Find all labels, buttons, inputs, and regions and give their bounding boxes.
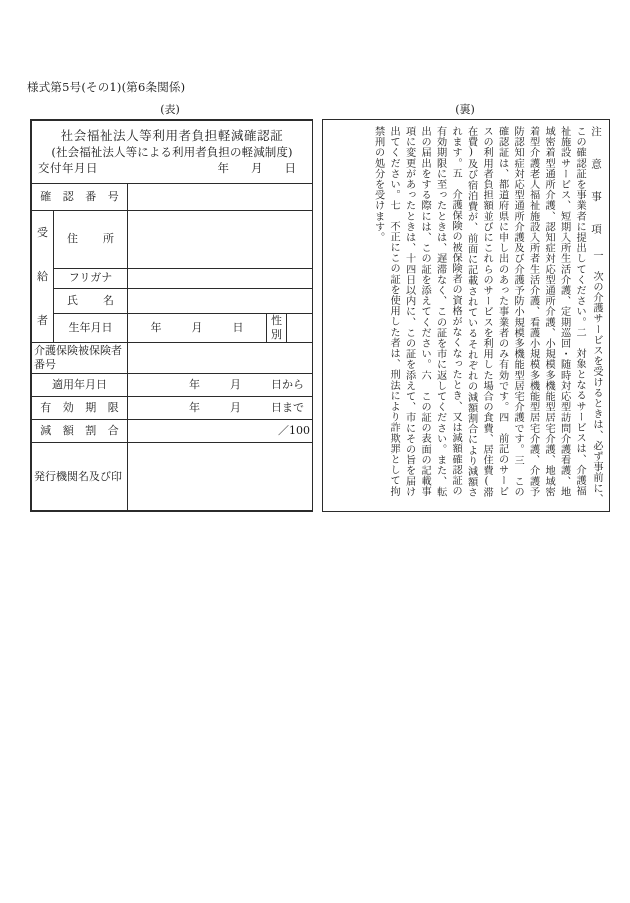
certificate-title-block: [32, 121, 313, 184]
note-text: 前記のサービスの利用者負担額並びにこれらのサービスを利用した場合の食費、居住費(滞在費)及び宿泊費が、前面に記載されているそれぞれの減額割合により減額されます。: [450, 126, 508, 498]
apply-date-label: 適用年月日: [32, 374, 128, 397]
issue-month-marker: 月: [251, 160, 263, 175]
apply-day-from-marker: 日から: [271, 378, 305, 392]
note-marker: 六: [419, 369, 431, 381]
notes-heading: 注 意 事 項: [590, 126, 602, 239]
insurance-number-value[interactable]: [128, 343, 313, 374]
back-side-notes: [322, 119, 610, 512]
recipient-char-2: 給: [37, 270, 48, 284]
issuer-value[interactable]: [128, 443, 313, 511]
apply-year-marker: 年: [189, 378, 201, 392]
note-text: 介護保険の被保険者の資格がなくなったとき、又は減額確認証の有効期限に至ったときは、遅滞なく、この証を市に返してください。また、転出の届出をする際には、この証を添えてください。: [419, 126, 462, 497]
note-marker: 三: [512, 454, 524, 465]
address-value[interactable]: [128, 211, 313, 269]
certificate-title: 社会福祉法人等利用者負担軽減確認証: [60, 127, 284, 143]
note-marker: 一: [591, 250, 602, 261]
front-side-form: [30, 119, 313, 512]
notes-vertical-text: [328, 126, 604, 505]
recipient-char-3: 者: [37, 313, 48, 327]
insurance-number-label: 介護保険被保険者番号: [32, 343, 128, 374]
note-text: 不正にこの証を使用した者は、刑法により詐欺罪として拘禁刑の処分を受けます。: [372, 126, 400, 497]
apply-month-marker: 月: [230, 378, 242, 392]
issue-date-fields: [218, 161, 307, 176]
certificate-table: [31, 120, 313, 511]
name-label: 氏 名: [54, 289, 128, 314]
confirm-number-label: 確 認 番 号: [32, 184, 128, 211]
note-text: この確認証は、都道府県に申し出のあった事業者のみ有効です。: [496, 126, 524, 497]
gender-value[interactable]: [287, 314, 313, 343]
birth-month-marker: 月: [191, 321, 203, 335]
address-label: 住 所: [54, 211, 128, 269]
front-side-label: (表): [160, 103, 180, 116]
birth-date-fields: [130, 321, 264, 335]
birth-date-label: 生年月日: [54, 314, 128, 343]
recipient-char-1: 受: [37, 226, 48, 240]
note-marker: 二: [574, 327, 586, 338]
birth-year-marker: 年: [150, 321, 162, 335]
recipient-vertical-label: [32, 211, 54, 343]
valid-period-value[interactable]: [128, 397, 313, 420]
name-value[interactable]: [128, 289, 313, 314]
note-marker: 七: [388, 200, 400, 211]
confirm-number-value[interactable]: [128, 184, 313, 211]
valid-period-fields: [130, 401, 310, 415]
note-marker: 四: [496, 412, 508, 423]
gender-label: 性別: [267, 314, 287, 343]
reduction-ratio-value[interactable]: ／100: [128, 420, 313, 443]
back-side-label: (裏): [455, 103, 475, 116]
note-text: 対象となるサービスは、介護福祉施設サービス、短期入所生活介護、定期巡回・随時対応型訪問介護看護、地域密着型通所介護、認知症対応型通所介護、小規模多機能型居宅介護、地域密着型介護老人福祉施設入所者生活介護、看護小規模多機能型居宅介護、介護予防認知症対応型通所介護及び介護予防小規模多機能型居宅介護です。: [512, 126, 586, 497]
birth-day-marker: 日: [232, 321, 244, 335]
furigana-value[interactable]: [128, 269, 313, 289]
valid-year-marker: 年: [189, 401, 201, 415]
birth-date-value[interactable]: [128, 314, 267, 343]
valid-month-marker: 月: [230, 401, 242, 415]
note-marker: 五: [450, 168, 462, 179]
issue-day-marker: 日: [284, 160, 297, 175]
valid-period-label: 有 効 期 限: [32, 397, 128, 420]
issuer-label: 発行機関名及び印: [32, 443, 128, 511]
note-text: この証の表面の記載事項に変更があったときは、十四日以内に、この証を添えて、市にその旨を届け出てください。: [388, 126, 431, 497]
apply-date-fields: [130, 378, 310, 392]
certificate-subtitle: (社会福祉法人等による利用者負担の軽減制度): [51, 144, 293, 159]
reduction-ratio-label: 減 額 割 合: [32, 420, 128, 443]
issue-date-label: 交付年月日: [38, 160, 98, 175]
note-text: 次の介護サービスを受けるときは、必ず事前に、この確認証を事業者に提出してください。: [574, 126, 602, 505]
issue-year-marker: 年: [217, 160, 230, 175]
issue-date-row: [38, 161, 306, 176]
furigana-label: フリガナ: [54, 269, 128, 289]
form-number: 様式第5号(その1)(第6条関係): [27, 80, 186, 94]
valid-day-until-marker: 日まで: [271, 401, 305, 415]
apply-date-value[interactable]: [128, 374, 313, 397]
